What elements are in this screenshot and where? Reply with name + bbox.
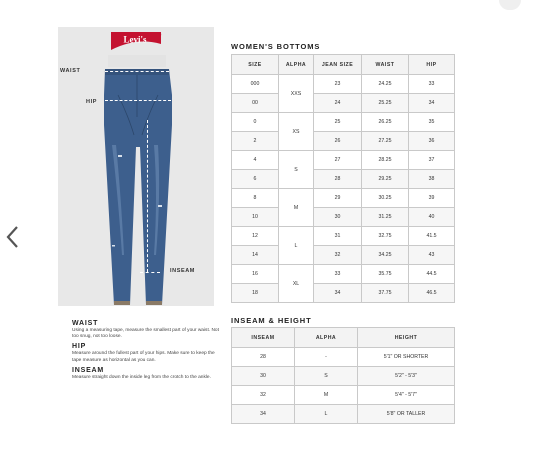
cell-waist: 27.25 bbox=[362, 132, 409, 151]
cell-waist: 26.25 bbox=[362, 113, 409, 132]
inseam-measure-line bbox=[147, 120, 148, 272]
cell-alpha: XS bbox=[279, 113, 314, 151]
header-inseam: INSEAM bbox=[232, 328, 295, 348]
cell-jean-size: 23 bbox=[314, 75, 362, 94]
cell-waist: 37.75 bbox=[362, 284, 409, 303]
guide-hip-text: Measure around the fullest part of your hips. Make sure to keep the tape measure as horizontal as you can. bbox=[72, 351, 215, 363]
cell-jean-size: 24 bbox=[314, 94, 362, 113]
cell-size: 000 bbox=[232, 75, 279, 94]
cell-waist: 24.25 bbox=[362, 75, 409, 94]
guide-inseam-text: Measure straight down the inside leg from the crotch to the ankle. bbox=[72, 374, 211, 380]
cell-inseam: 34 bbox=[232, 405, 295, 424]
cell-inseam: 32 bbox=[232, 386, 295, 405]
table-row bbox=[232, 405, 455, 424]
cell-hip: 41.5 bbox=[409, 227, 455, 246]
guide-hip-heading: HIP bbox=[72, 343, 87, 351]
cell-size: 0 bbox=[232, 113, 279, 132]
cell-height: 5'1" OR SHORTER bbox=[358, 348, 455, 367]
guide-waist-text: Using a measuring tape, measure the smallest part of your waist. Not too snug, not too loose. bbox=[72, 328, 219, 340]
cell-size: 14 bbox=[232, 246, 279, 265]
cell-size: 8 bbox=[232, 189, 279, 208]
cell-size: 4 bbox=[232, 151, 279, 170]
cell-jean-size: 28 bbox=[314, 170, 362, 189]
waist-measure-line bbox=[105, 71, 169, 72]
guide-waist bbox=[72, 320, 220, 340]
inseam-end-line bbox=[140, 272, 160, 273]
guide-inseam-heading: INSEAM bbox=[72, 366, 105, 374]
cell-waist: 30.25 bbox=[362, 189, 409, 208]
cell-hip: 39 bbox=[409, 189, 455, 208]
corner-control bbox=[499, 0, 521, 10]
cell-waist: 28.25 bbox=[362, 151, 409, 170]
table-row bbox=[232, 170, 455, 189]
cell-alpha: M bbox=[279, 189, 314, 227]
cell-jean-size: 34 bbox=[314, 284, 362, 303]
cell-inseam: 30 bbox=[232, 367, 295, 386]
cell-waist: 32.75 bbox=[362, 227, 409, 246]
table-row bbox=[232, 94, 455, 113]
table-row bbox=[232, 227, 455, 246]
header-size: SIZE bbox=[232, 55, 279, 75]
cell-size: 18 bbox=[232, 284, 279, 303]
cell-hip: 40 bbox=[409, 208, 455, 227]
guide-hip bbox=[72, 343, 220, 363]
bottoms-header-row bbox=[232, 55, 455, 75]
cell-hip: 34 bbox=[409, 94, 455, 113]
cell-hip: 37 bbox=[409, 151, 455, 170]
table-row bbox=[232, 284, 455, 303]
cell-alpha: M bbox=[295, 386, 358, 405]
jeans-illustration-panel bbox=[58, 27, 214, 306]
table-row bbox=[232, 113, 455, 132]
cell-waist: 25.25 bbox=[362, 94, 409, 113]
cell-jean-size: 25 bbox=[314, 113, 362, 132]
measuring-guide bbox=[72, 320, 220, 384]
cell-jean-size: 30 bbox=[314, 208, 362, 227]
waist-label: WAIST bbox=[60, 68, 81, 74]
inseam-header-row bbox=[232, 328, 455, 348]
cell-size: 2 bbox=[232, 132, 279, 151]
cell-alpha: L bbox=[279, 227, 314, 265]
header-jean-size: JEAN SIZE bbox=[314, 55, 362, 75]
cell-waist: 29.25 bbox=[362, 170, 409, 189]
table-row bbox=[232, 246, 455, 265]
cell-alpha: XL bbox=[279, 265, 314, 303]
table-row bbox=[232, 151, 455, 170]
bottoms-size-table bbox=[231, 54, 455, 303]
cell-hip: 43 bbox=[409, 246, 455, 265]
cell-height: 5'4" - 5'7" bbox=[358, 386, 455, 405]
cell-jean-size: 31 bbox=[314, 227, 362, 246]
cell-hip: 36 bbox=[409, 132, 455, 151]
header-alpha: ALPHA bbox=[295, 328, 358, 348]
cell-alpha: L bbox=[295, 405, 358, 424]
cell-size: 12 bbox=[232, 227, 279, 246]
levis-logo bbox=[110, 31, 162, 51]
table-row bbox=[232, 367, 455, 386]
cell-alpha: S bbox=[279, 151, 314, 189]
cell-height: 5'8" OR TALLER bbox=[358, 405, 455, 424]
hip-label: HIP bbox=[86, 99, 97, 105]
hip-measure-line bbox=[105, 100, 171, 101]
cell-size: 00 bbox=[232, 94, 279, 113]
inseam-height-table bbox=[231, 327, 455, 424]
table-row bbox=[232, 386, 455, 405]
cell-hip: 44.5 bbox=[409, 265, 455, 284]
inseam-label: INSEAM bbox=[170, 268, 195, 274]
cell-hip: 46.5 bbox=[409, 284, 455, 303]
cell-size: 6 bbox=[232, 170, 279, 189]
cell-jean-size: 33 bbox=[314, 265, 362, 284]
guide-waist-heading: WAIST bbox=[72, 320, 99, 327]
cell-jean-size: 26 bbox=[314, 132, 362, 151]
header-hip: HIP bbox=[409, 55, 455, 75]
cell-waist: 34.25 bbox=[362, 246, 409, 265]
cell-hip: 35 bbox=[409, 113, 455, 132]
cell-height: 5'2" - 5'3" bbox=[358, 367, 455, 386]
cell-hip: 38 bbox=[409, 170, 455, 189]
inseam-title: INSEAM & HEIGHT bbox=[231, 316, 312, 325]
cell-jean-size: 32 bbox=[314, 246, 362, 265]
table-row bbox=[232, 265, 455, 284]
cell-jean-size: 29 bbox=[314, 189, 362, 208]
table-row bbox=[232, 348, 455, 367]
header-alpha: ALPHA bbox=[279, 55, 314, 75]
svg-text:Levi's: Levi's bbox=[123, 34, 147, 45]
table-row bbox=[232, 189, 455, 208]
cell-alpha: - bbox=[295, 348, 358, 367]
header-waist: WAIST bbox=[362, 55, 409, 75]
cell-alpha: S bbox=[295, 367, 358, 386]
cell-alpha: XXS bbox=[279, 75, 314, 113]
cell-jean-size: 27 bbox=[314, 151, 362, 170]
header-height: HEIGHT bbox=[358, 328, 455, 348]
guide-inseam bbox=[72, 367, 220, 381]
cell-size: 10 bbox=[232, 208, 279, 227]
cell-waist: 31.25 bbox=[362, 208, 409, 227]
chevron-left-icon[interactable] bbox=[4, 224, 22, 250]
table-row bbox=[232, 75, 455, 94]
cell-waist: 35.75 bbox=[362, 265, 409, 284]
cell-hip: 33 bbox=[409, 75, 455, 94]
cell-size: 16 bbox=[232, 265, 279, 284]
cell-inseam: 28 bbox=[232, 348, 295, 367]
bottoms-title: WOMEN'S BOTTOMS bbox=[231, 42, 321, 51]
svg-text:®: ® bbox=[159, 33, 162, 37]
table-row bbox=[232, 132, 455, 151]
table-row bbox=[232, 208, 455, 227]
